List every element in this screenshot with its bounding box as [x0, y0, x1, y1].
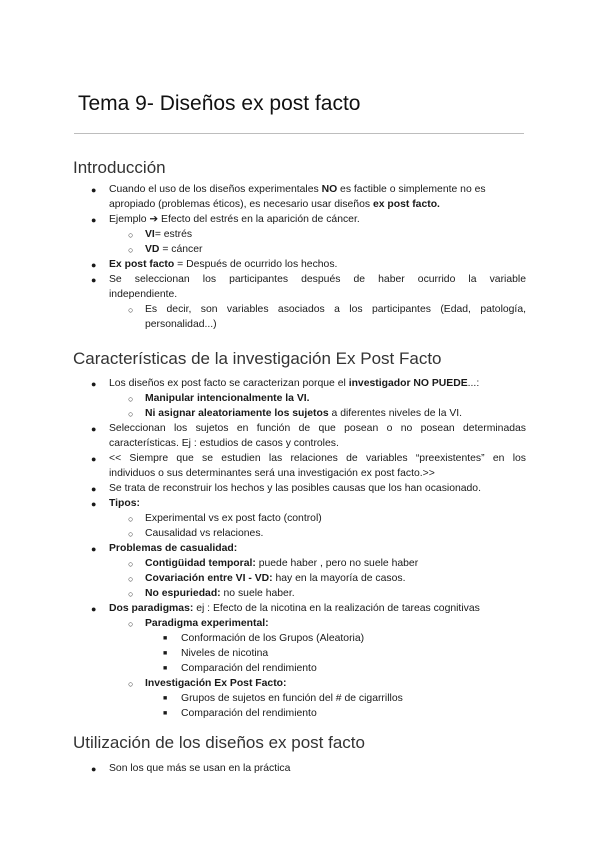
bullet-circle: ○ — [128, 619, 134, 629]
bullet-square: ■ — [163, 650, 168, 657]
caract-problemas-sub-3: No espuriedad: no suele haber. — [145, 588, 295, 599]
caract-sub-2: Ni asignar aleatoriamente los sujetos a diferentes niveles de la VI. — [145, 408, 463, 419]
bullet-circle: ○ — [128, 529, 134, 539]
intro-sub-line-1: Es decir, son variables asociados a los participantes (Edad, patología, — [145, 304, 526, 315]
bullet-square: ■ — [163, 665, 168, 672]
section-heading-caracteristicas: Características de la investigación Ex Post Facto — [73, 349, 442, 368]
bullet-dot: ● — [91, 499, 97, 509]
caract-experimental-item-3: Comparación del rendimiento — [181, 663, 317, 674]
caract-paradigma-expostfacto: Investigación Ex Post Facto: — [145, 678, 287, 689]
caract-tipos-sub-2: Causalidad vs relaciones. — [145, 528, 264, 539]
section-heading-utilizacion: Utilización de los diseños ex post facto — [73, 733, 365, 752]
bullet-dot: ● — [91, 185, 97, 195]
bullet-circle: ○ — [128, 514, 134, 524]
intro-sub-vd: VD = cáncer — [145, 244, 203, 255]
bullet-square: ■ — [163, 710, 168, 717]
util-bullet-1: Son los que más se usan en la práctica — [109, 763, 291, 774]
intro-bullet-3: Ex post facto = Después de ocurrido los hechos. — [109, 259, 338, 270]
bullet-dot: ● — [91, 544, 97, 554]
bullet-circle: ○ — [128, 679, 134, 689]
bullet-circle: ○ — [128, 574, 134, 584]
caract-sub-1: Manipular intencionalmente la VI. — [145, 393, 310, 404]
caract-tipos-sub-1: Experimental vs ex post facto (control) — [145, 513, 322, 524]
caract-bullet-tipos: Tipos: — [109, 498, 140, 509]
caract-bullet-4: Se trata de reconstruir los hechos y las posibles causas que los han ocasionado. — [109, 483, 481, 494]
caract-problemas-sub-1: Contigüidad temporal: puede haber , pero no suele haber — [145, 558, 419, 569]
caract-bullet-problemas: Problemas de casualidad: — [109, 543, 238, 554]
caract-bullet-3-line-1: << Siempre que se estudien las relaciones de variables “preexistentes” en los — [109, 453, 526, 464]
intro-sub-vi: VI= estrés — [145, 229, 193, 240]
bullet-circle: ○ — [128, 230, 134, 240]
bullet-circle: ○ — [128, 305, 134, 315]
bullet-circle: ○ — [128, 245, 134, 255]
bullet-dot: ● — [91, 424, 97, 434]
caract-problemas-sub-2: Covariación entre VI - VD: hay en la mayoría de casos. — [145, 573, 406, 584]
bullet-dot: ● — [91, 484, 97, 494]
intro-bullet-4-line-2: independiente. — [109, 289, 178, 300]
caract-bullet-3-line-2: individuos o sus determinantes será una investigación ex post facto.>> — [109, 468, 435, 479]
title-divider — [74, 133, 524, 134]
bullet-circle: ○ — [128, 559, 134, 569]
intro-bullet-1-line-2: apropiado (problemas éticos), es necesario usar diseños ex post facto. — [109, 199, 440, 210]
bullet-dot: ● — [91, 604, 97, 614]
caract-expostfacto-item-1: Grupos de sujetos en función del # de cigarrillos — [181, 693, 403, 704]
intro-bullet-2: Ejemplo ➔ Efecto del estrés en la aparición de cáncer. — [109, 214, 360, 225]
caract-expostfacto-item-2: Comparación del rendimiento — [181, 708, 317, 719]
bullet-circle: ○ — [128, 589, 134, 599]
caract-experimental-item-1: Conformación de los Grupos (Aleatoria) — [181, 633, 365, 644]
bullet-dot: ● — [91, 454, 97, 464]
bullet-circle: ○ — [128, 394, 134, 404]
bullet-circle: ○ — [128, 409, 134, 419]
bullet-dot: ● — [91, 379, 97, 389]
caract-experimental-item-2: Niveles de nicotina — [181, 648, 269, 659]
intro-bullet-1-line-1: Cuando el uso de los diseños experimentales NO es factible o simplemente no es — [109, 184, 486, 195]
bullet-dot: ● — [91, 215, 97, 225]
bullet-dot: ● — [91, 764, 97, 774]
caract-paradigma-experimental: Paradigma experimental: — [145, 618, 269, 629]
caract-bullet-2-line-1: Seleccionan los sujetos en función de que posean o no posean determinadas — [109, 423, 526, 434]
caract-bullet-1: Los diseños ex post facto se caracterizan porque el investigador NO PUEDE...: — [109, 378, 480, 389]
bullet-dot: ● — [91, 260, 97, 270]
bullet-dot: ● — [91, 275, 97, 285]
section-heading-introduccion: Introducción — [73, 158, 166, 177]
intro-sub-line-2: personalidad...) — [145, 319, 217, 330]
page-title: Tema 9- Diseños ex post facto — [78, 92, 361, 115]
intro-bullet-4-line-1: Se seleccionan los participantes después de haber ocurrido la variable — [109, 274, 526, 285]
caract-bullet-2-line-2: características. Ej : estudios de casos y controles. — [109, 438, 339, 449]
caract-bullet-paradigmas: Dos paradigmas: ej : Efecto de la nicotina en la realización de tareas cognitivas — [109, 603, 480, 614]
bullet-square: ■ — [163, 635, 168, 642]
bullet-square: ■ — [163, 695, 168, 702]
